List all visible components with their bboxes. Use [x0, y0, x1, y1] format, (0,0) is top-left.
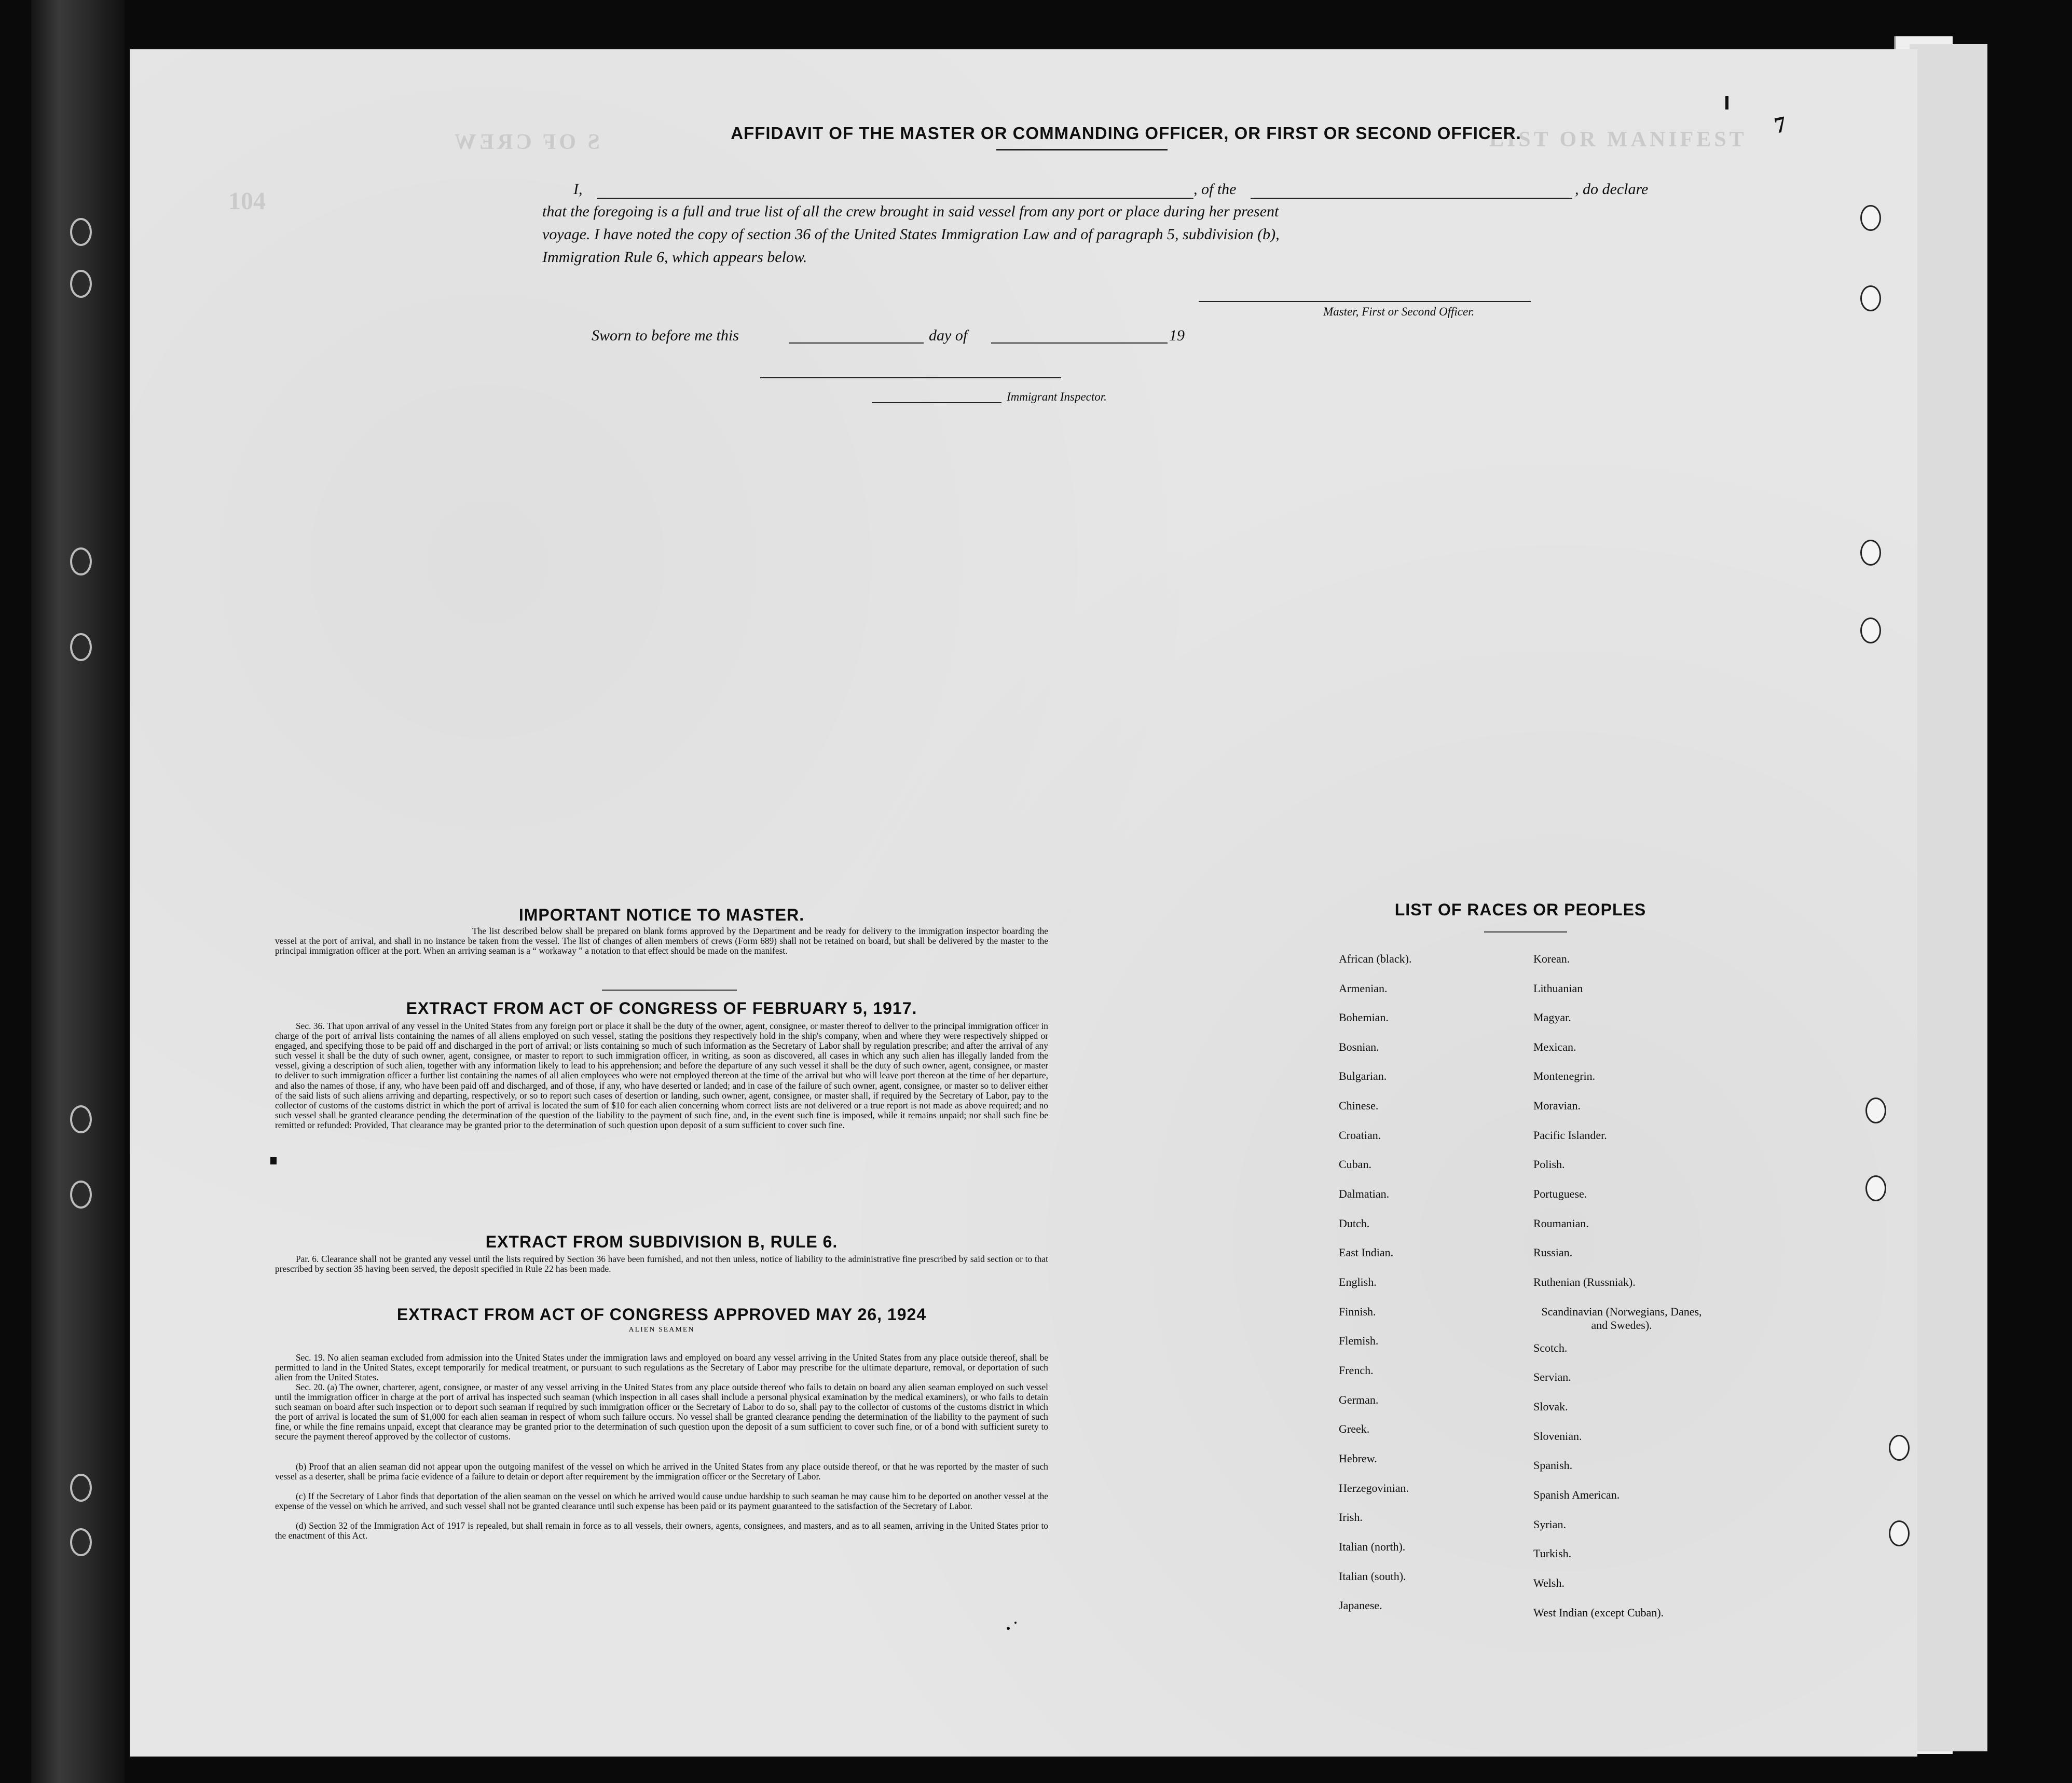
race-item: Ruthenian (Russniak). — [1533, 1275, 1636, 1288]
race-item: Polish. — [1533, 1158, 1565, 1171]
race-item: Flemish. — [1339, 1334, 1379, 1347]
sec-20c-text: (c) If the Secretary of Labor finds that deportation of the alien seaman on the vessel on which he arrived would cause undue hardship to such seaman he may cause him to be deported on another vessel at the expense of the vessel on which he arrived, and such vessel shall not be granted clearance until such expense has been paid or its payment guaranteed to the satisfaction of the Secretary of Labor. — [275, 1491, 1048, 1512]
sworn-month-blank[interactable] — [991, 342, 1168, 344]
bleed-through-heading: LIST OR MANIFEST — [1489, 128, 1747, 152]
race-item: Dutch. — [1339, 1217, 1370, 1230]
page-hole — [1860, 540, 1881, 566]
binder-hole — [70, 633, 92, 661]
affidavit-do-declare: , do declare — [1575, 181, 1649, 198]
race-item: Hebrew. — [1339, 1452, 1377, 1465]
extract-1917-title: EXTRACT FROM ACT OF CONGRESS OF FEBRUARY 5, 1917. — [406, 999, 917, 1018]
race-item: Croatian. — [1339, 1129, 1381, 1142]
inspector-signature-blank[interactable] — [760, 377, 1061, 378]
race-item: Turkish. — [1533, 1547, 1572, 1560]
race-item: Bohemian. — [1339, 1011, 1389, 1024]
page-hole — [1860, 205, 1881, 231]
race-item: German. — [1339, 1393, 1379, 1406]
corner-page-mark: 7 — [1772, 111, 1789, 139]
race-item: Korean. — [1533, 952, 1570, 965]
race-item: Slovenian. — [1533, 1430, 1582, 1443]
affidavit-i-label: I, — [573, 181, 583, 198]
bleed-through-heading-2: S OF CREW — [451, 130, 600, 154]
master-name-blank[interactable] — [597, 198, 1193, 199]
vessel-name-blank[interactable] — [1251, 198, 1572, 199]
race-item: Armenian. — [1339, 982, 1388, 995]
page-hole — [1860, 618, 1881, 643]
race-item: Italian (north). — [1339, 1540, 1406, 1553]
ink-speck — [1007, 1627, 1010, 1630]
page-hole — [1889, 1435, 1910, 1461]
bleed-through-number: 104 — [228, 187, 266, 215]
race-item: African (black). — [1339, 952, 1412, 965]
binder-hole — [70, 547, 92, 575]
notice-text: The list described below shall be prepared on blank forms approved by the Department and be ready for delivery to the immigration inspector boarding the vessel at the port of arrival, and shall in no instance be taken from the vessel. The list of changes of alien members of crews (Form 689) shall not be retained on board, but shall be delivered by the master to the principal immigration officer at the port. When an arriving seaman is a “ workaway ” a notation to that effect should be made on the manifest. — [275, 926, 1048, 956]
race-item: Montenegrin. — [1533, 1069, 1596, 1082]
race-item: Servian. — [1533, 1370, 1571, 1383]
race-item: Portuguese. — [1533, 1187, 1587, 1200]
race-item: Dalmatian. — [1339, 1187, 1390, 1200]
divider — [1484, 931, 1567, 932]
ink-speck — [1014, 1622, 1017, 1624]
extract-1924-subtitle: ALIEN SEAMEN — [628, 1326, 695, 1334]
race-item: Spanish. — [1533, 1459, 1573, 1472]
race-item: Spanish American. — [1533, 1488, 1620, 1501]
binder-hole — [70, 1105, 92, 1133]
race-item: Bosnian. — [1339, 1040, 1379, 1053]
sec-20d-text: (d) Section 32 of the Immigration Act of 1917 is repealed, but shall remain in force as to all vessels, their owners, agents, consignees, and masters, and as to all seamen, arriving in the United States prior to the enactment of this Act. — [275, 1520, 1048, 1541]
race-item: Mexican. — [1533, 1040, 1576, 1053]
race-item: Magyar. — [1533, 1011, 1571, 1024]
underlying-sheet — [1910, 44, 1987, 1751]
divider — [602, 990, 737, 991]
extract-rule6-title: EXTRACT FROM SUBDIVISION B, RULE 6. — [485, 1232, 838, 1251]
race-item: West Indian (except Cuban). — [1533, 1606, 1664, 1619]
binder-hole — [70, 218, 92, 246]
race-item: Greek. — [1339, 1422, 1370, 1435]
race-item: Welsh. — [1533, 1576, 1565, 1589]
races-title: LIST OF RACES OR PEOPLES — [1394, 900, 1646, 919]
master-signature-label: Master, First or Second Officer. — [1323, 305, 1475, 318]
sec-20a-text: Sec. 20. (a) The owner, charterer, agent, consignee, or master of any vessel arriving in the United States from any place outside thereof who fails to detain on board any alien seaman employed on such vessel until the immigration officer in charge at the port of arrival has inspected such seaman (which inspection in all cases shall include a personal physical examination by the medical examiners), or who fails to detain such seaman on board after such inspection or to deport such seaman if required by such immigration officer or the Secretary of Labor to do so, shall pay to the collector of customs of the customs district in which the port of arrival is located the sum of $1,000 for each alien seaman in respect of whom such failure occurs. No vessel shall be granted clearance pending the determination of the liability to the payment of such fine, or while the fine remains unpaid, except that clearance may be granted prior to the determination of such question upon the deposit of a sum sufficient to cover such fine, or of a bond with sufficient surety to secure the payment thereof approved by the collector of customs. — [275, 1382, 1048, 1442]
binder-hole — [70, 270, 92, 298]
title-underline — [996, 149, 1168, 150]
page-hole — [1865, 1175, 1886, 1201]
race-item: Scotch. — [1533, 1341, 1568, 1354]
race-item: Bulgarian. — [1339, 1069, 1387, 1082]
sec-19-text: Sec. 19. No alien seaman excluded from admission into the United States under the immigration laws and employed on board any vessel arriving in the United States from any place outside thereof, shall be permitted to land in the United States, except temporarily for medical treatment, or pursuant to such regulations as the Secretary of Labor may prescribe for the ultimate departure, removal, or deportation of such alien from the United States. — [275, 1352, 1048, 1383]
ink-marker — [270, 1157, 277, 1164]
inspector-name-blank[interactable] — [872, 402, 1001, 403]
race-item: Syrian. — [1533, 1518, 1566, 1531]
affidavit-title: AFFIDAVIT OF THE MASTER OR COMMANDING OFFICER, OR FIRST OR SECOND OFFICER. — [731, 124, 1521, 143]
extract-rule6-text: Par. 6. Clearance shall not be granted any vessel until the lists required by Section 36 have been furnished, and not then unless, notice of liability to the administrative fine prescribed by said section or to that prescribed by section 35 having been served, the deposit specified in Rule 22 has been made. — [275, 1254, 1048, 1274]
extract-1924-title: EXTRACT FROM ACT OF CONGRESS APPROVED MAY 26, 1924 — [396, 1305, 927, 1324]
year-label: 19 — [1169, 327, 1185, 344]
race-item: Slovak. — [1533, 1400, 1568, 1413]
page-hole — [1889, 1520, 1910, 1546]
race-item: English. — [1339, 1275, 1377, 1288]
race-item: Moravian. — [1533, 1099, 1581, 1112]
race-item: Scandinavian (Norwegians, Danes, and Swedes). — [1541, 1305, 1702, 1332]
race-item: Pacific Islander. — [1533, 1129, 1607, 1142]
race-item: East Indian. — [1339, 1246, 1394, 1259]
day-of-label: day of — [929, 327, 968, 344]
race-item: Italian (south). — [1339, 1570, 1406, 1583]
affidavit-of-the-label: , of the — [1193, 181, 1237, 198]
race-item: Irish. — [1339, 1511, 1363, 1524]
binder-hole — [70, 1528, 92, 1556]
master-signature-blank[interactable] — [1199, 301, 1531, 302]
binder-hole — [70, 1474, 92, 1502]
sworn-label: Sworn to before me this — [592, 327, 739, 344]
race-item: Chinese. — [1339, 1099, 1379, 1112]
notice-title: IMPORTANT NOTICE TO MASTER. — [518, 906, 805, 924]
affidavit-body-line-1: that the foregoing is a full and true list of all the crew brought in said vessel from any port or place during her present — [542, 203, 1279, 220]
inspector-label: Immigrant Inspector. — [1007, 390, 1107, 403]
extract-1917-text: Sec. 36. That upon arrival of any vessel in the United States from any foreign port or place it shall be the duty of the owner, agent, consignee, or master thereof to deliver to the principal immigration officer in charge of the port of arrival lists containing the names of all aliens employed on such vessel, stating the positions they respectively hold in the ship's company, when and where they were respectively shipped or engaged, and specifying those to be paid off and discharged in the port of arrival; or lists containing so much of such information as the Secretary of Labor shall by regulation prescribe; and after the arrival of any such vessel it shall be the duty of such owner, agent, consignee, or master to report to such immigration officer, in writing, as soon as discovered, all cases in which any such alien has illegally landed from the vessel, giving a description of such alien, together with any information likely to lead to his apprehension; and before the departure of any such vessel it shall be the duty of such owner, agent, consignee, or master to deliver to such immigration officer a further list containing the names of all alien employees who were not employed thereon at the time of the arrival but who will leave port thereon at the time of her departure, and also the names of those, if any, who have been paid off and discharged, and of those, if any, who have deserted or landed; and in case of the failure of such owner, agent, consignee, or master so to deliver either of the said lists of such aliens arriving and departing, respectively, or so to report such cases of desertion or landing, such owner, agent, consignee, or master shall, if required by the Secretary of Labor, pay to the collector of customs of the customs district in which the port of arrival is located the sum of $10 for each alien concerning whom correct lists are not delivered or a true report is not made as above required; and no such vessel shall be granted clearance pending the determination of the question of the liability to the payment of such fine, and, in the event such fine is imposed, while it remains unpaid; nor shall such fine be remitted or refunded: Provided, That clearance may be granted prior to the determination of such question upon deposit of a sum sufficient to cover such fine. — [275, 1021, 1048, 1130]
race-item: Japanese. — [1339, 1599, 1382, 1612]
race-item: Finnish. — [1339, 1305, 1376, 1318]
race-item: Cuban. — [1339, 1158, 1371, 1171]
page-hole — [1860, 285, 1881, 311]
race-item: French. — [1339, 1364, 1374, 1377]
ink-mark — [1725, 96, 1728, 109]
affidavit-body-line-3: Immigration Rule 6, which appears below. — [542, 249, 807, 266]
race-item: Herzegovinian. — [1339, 1482, 1409, 1494]
binder-hole — [70, 1181, 92, 1209]
race-item: Russian. — [1533, 1246, 1573, 1259]
affidavit-body-line-2: voyage. I have noted the copy of section 36 of the United States Immigration Law and of paragraph 5, subdivision (b), — [542, 226, 1280, 243]
manifest-back-page — [130, 49, 1917, 1757]
binder-edge — [31, 0, 125, 1783]
sworn-day-blank[interactable] — [789, 342, 924, 344]
race-item: Roumanian. — [1533, 1217, 1589, 1230]
race-item: Lithuanian — [1533, 982, 1583, 995]
page-hole — [1865, 1098, 1886, 1123]
sec-20b-text: (b) Proof that an alien seaman did not appear upon the outgoing manifest of the vessel on which he arrived in the United States from any place outside thereof, or that he was reported by the master of such vessel as a deserter, shall be prima facie evidence of a failure to detain or deport after requirement by the immigration officer or the Secretary of Labor. — [275, 1461, 1048, 1482]
